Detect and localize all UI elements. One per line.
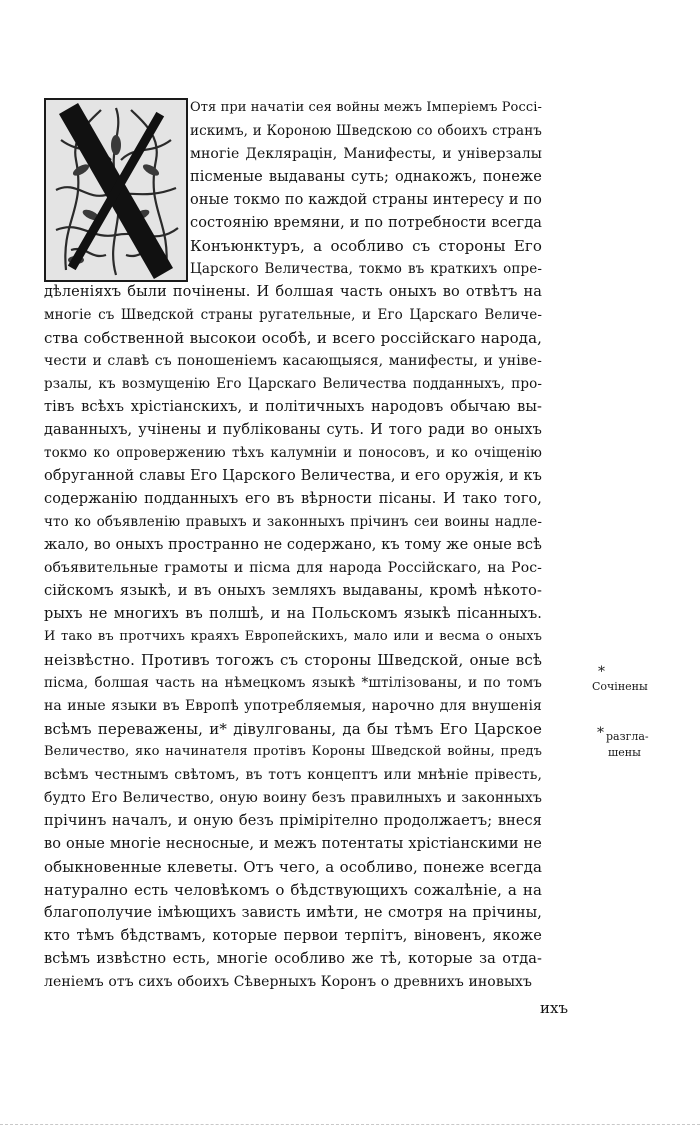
text-line-4: пісменые выдаваны суть; однакожъ, понеже (190, 169, 542, 185)
text-line-32: прічинъ началъ, и оную безъ прімірітелно продолжаетъ; внеся (44, 813, 542, 829)
text-line-1: Отя при начатіи сея войны межъ Імперіемъ Россі- (190, 100, 542, 115)
text-line-23: рыхъ не многихъ въ полшѣ, и на Польскомъ языкѣ пісанныхъ. (44, 606, 542, 622)
text-line-17: обруганной славы Его Царского Величества, и его оружія, и къ (44, 468, 542, 484)
text-line-5: оные токмо по каждой страны интересу и по (190, 192, 542, 208)
text-line-35: натурално есть человѣкомъ о бѣдствующихъ сожалѣніе, а на (44, 881, 542, 899)
text-line-34: обыкновенные клеветы. Отъ чего, а особливо, понеже всегда (44, 858, 542, 876)
text-line-2: искимъ, и Короною Шведскою со обоихъ странъ (190, 123, 542, 139)
text-line-24: И тако въ протчихъ краяхъ Европейскихъ, мало или и весма о оныхъ (44, 629, 542, 644)
text-line-29: Величество, яко начинателя протівъ Короны Шведской войны, предъ (44, 744, 542, 759)
text-line-36: благополучие імѣющихъ зависть имѣти, не смотря на прічины, (44, 905, 542, 921)
text-line-11: ства собственной высокои особѣ, и всего россійскаго народа, (44, 329, 542, 347)
text-line-9: дѣленіяхъ были почінены. И болшая часть оныхъ во отвѣтъ на (44, 284, 542, 300)
decorated-initial-letter (44, 98, 188, 282)
text-line-39: леніемъ отъ сихъ обоихъ Сѣверныхъ Коронъ о древнихъ иновыхъ (44, 974, 533, 990)
text-line-3: многіе Деклярацін, Манифесты, и універзалы (190, 146, 542, 162)
text-line-10: многіе съ Шведской страны ругательные, и Его Царскаго Величе- (44, 307, 542, 323)
text-line-14: тівъ всѣхъ хрістіанскихъ, и політичныхъ народовъ обычаю вы- (44, 399, 542, 415)
text-line-15: даванныхъ, учінены и публікованы суть. И того ради во оныхъ (44, 422, 542, 438)
ornament-icon (46, 100, 186, 280)
text-line-13: рзалы, къ возмущенію Его Царскаго Величества подданныхъ, про- (44, 376, 542, 392)
text-line-37: кто тѣмъ бѣдствамъ, которые первои терпітъ, віновенъ, якоже (44, 928, 542, 944)
text-line-31: будто Его Величество, оную воину безъ правилныхъ и законныхъ (44, 790, 542, 806)
text-line-7: Конъюнктуръ, а особливо съ стороны Его (190, 237, 542, 255)
text-line-19: что ко объявленію правыхъ и законныхъ прічинъ сеи воины надле- (44, 514, 542, 530)
text-line-33: во оные многіе несносные, и межъ потентаты хрістіанскими не (44, 836, 542, 852)
text-line-26: пісма, болшая часть на нѣмецкомъ языкѣ *штілізованы, и по томъ (44, 675, 542, 691)
text-line-28: всѣмъ переважены, и* дівулгованы, да бы тѣмъ Его Царское (44, 720, 542, 738)
text-line-8: Царского Величества, токмо въ краткихъ опре- (190, 261, 542, 277)
text-line-22: сійскомъ языкѣ, и въ оныхъ земляхъ выдаваны, кромѣ нѣкото- (44, 583, 542, 599)
text-line-20: жало, во оныхъ пространно не содержано, къ тому же оные всѣ (44, 537, 542, 553)
text-line-18: содержанію подданныхъ его въ вѣрности пісаны. И тако того, (44, 491, 542, 507)
svg-text:Х: Х (115, 208, 117, 209)
margin-note-2-line-1: разгла- (606, 730, 649, 743)
catchword: ихъ (540, 999, 569, 1017)
margin-note-mark-2: * (597, 725, 604, 741)
margin-note-2-line-2: шены (608, 746, 641, 759)
text-line-21: объявительные грамоты и пісма для народа Россійскаго, на Рос- (44, 560, 542, 576)
text-line-16: токмо ко опровержению тѣхъ калумніи и поносовъ, и ко очіщенію (44, 445, 542, 461)
text-line-27: на иные языки въ Европѣ употребляемыя, нарочно для внушенія (44, 698, 542, 714)
text-line-38: всѣмъ извѣстно есть, многіе особливо же тѣ, которые за отда- (44, 951, 542, 967)
text-line-30: всѣмъ честнымъ свѣтомъ, въ тотъ концептъ или мнѣніе прівесть, (44, 767, 542, 783)
text-line-25: неізвѣстно. Противъ тогожъ съ стороны Шведской, оные всѣ (44, 651, 542, 669)
text-line-6: состоянію времяни, и по потребности всегда (190, 215, 542, 231)
margin-note-mark-1: * (598, 664, 605, 680)
margin-note-1: Сочінены (592, 680, 648, 693)
page-bottom-edge (0, 1124, 700, 1125)
text-line-12: чести и славѣ съ поношеніемъ касающыяся, манифесты, и уніве- (44, 353, 542, 369)
